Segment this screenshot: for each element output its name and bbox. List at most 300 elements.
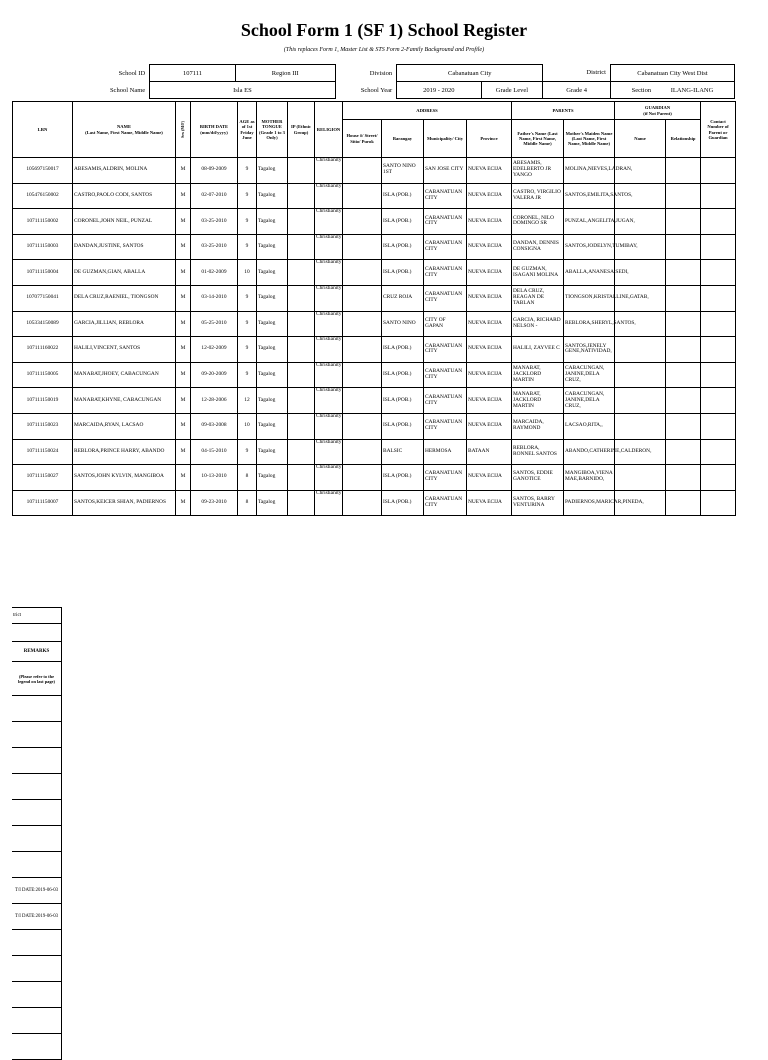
student-mother-tongue: Tagalog bbox=[257, 183, 288, 209]
student-relationship bbox=[666, 362, 701, 388]
student-name: CASTRO,PAOLO CODI, SANTOS bbox=[73, 183, 176, 209]
student-ip bbox=[288, 362, 315, 388]
remarks-cell bbox=[12, 852, 62, 878]
student-ip bbox=[288, 183, 315, 209]
student-ip bbox=[288, 311, 315, 337]
student-house bbox=[343, 285, 382, 311]
student-mother: SANTOS,JODELYN,TUMIBAY, bbox=[564, 234, 615, 260]
grade-level-block bbox=[481, 82, 543, 99]
student-birth-date: 09-23-2010 bbox=[191, 490, 238, 516]
student-relationship bbox=[666, 183, 701, 209]
student-lrn: 107111150004 bbox=[13, 260, 73, 286]
student-ip bbox=[288, 209, 315, 235]
student-father: DANDAN, DENNIS CONSIGNA bbox=[512, 234, 564, 260]
student-barangay: ISLA (POB.) bbox=[382, 490, 424, 516]
remarks-cell bbox=[12, 696, 62, 722]
student-age: 9 bbox=[238, 234, 257, 260]
student-contact bbox=[701, 285, 736, 311]
student-province: NUEVA ECIJA bbox=[467, 465, 512, 491]
col-guardian-sub: (if Not Parent) bbox=[643, 110, 672, 116]
student-contact bbox=[701, 337, 736, 363]
register-rows bbox=[13, 158, 736, 516]
student-age: 9 bbox=[238, 337, 257, 363]
student-house bbox=[343, 260, 382, 286]
student-contact bbox=[701, 465, 736, 491]
student-mother: LACSAO,RITA,, bbox=[564, 413, 615, 439]
student-relationship bbox=[666, 234, 701, 260]
student-mother: PADIERNOS,MARICAR,PINEDA, bbox=[564, 490, 615, 516]
student-municipality: CABANATUAN CITY bbox=[424, 413, 467, 439]
student-birth-date: 03-25-2010 bbox=[191, 209, 238, 235]
student-ip bbox=[288, 158, 315, 184]
student-house bbox=[343, 388, 382, 414]
student-contact bbox=[701, 234, 736, 260]
remarks-cell bbox=[12, 982, 62, 1008]
student-mother-tongue: Tagalog bbox=[257, 158, 288, 184]
remarks-ti-date-2: T/I DATE:2019-06-03 bbox=[12, 904, 62, 930]
school-name-label: School Name bbox=[109, 86, 146, 94]
remarks-cell bbox=[12, 826, 62, 852]
student-barangay: ISLA (POB.) bbox=[382, 413, 424, 439]
col-father: Father's Name (Last Name, First Name, Middle Name) bbox=[512, 120, 564, 158]
student-sex: M bbox=[176, 209, 191, 235]
student-name: MANABAT,KHYNE, CABACUNGAN bbox=[73, 388, 176, 414]
student-father: MANABAT, JACKLORD MARTIN bbox=[512, 362, 564, 388]
student-municipality: CABANATUAN CITY bbox=[424, 490, 467, 516]
student-barangay: ISLA (POB.) bbox=[382, 465, 424, 491]
student-father: DE GUZMAN, ISAGANI MOLINA bbox=[512, 260, 564, 286]
school-id-label: School ID bbox=[118, 69, 146, 77]
student-religion: Christianity bbox=[315, 465, 343, 491]
student-religion: Christianity bbox=[315, 490, 343, 516]
student-barangay: CRUZ ROJA bbox=[382, 285, 424, 311]
student-province: BATAAN bbox=[467, 439, 512, 465]
student-municipality: CABANATUAN CITY bbox=[424, 388, 467, 414]
col-municipality: Municipality/ City bbox=[424, 120, 467, 158]
student-age: 9 bbox=[238, 183, 257, 209]
student-barangay: ISLA (POB.) bbox=[382, 209, 424, 235]
student-name: DANDAN,JUSTINE, SANTOS bbox=[73, 234, 176, 260]
student-sex: M bbox=[176, 490, 191, 516]
col-mother: Mother's Maiden Name (Last Name, First Name, Middle Name) bbox=[564, 120, 615, 158]
student-name: GARCIA,JILLIAN, REBLORA bbox=[73, 311, 176, 337]
student-birth-date: 03-25-2010 bbox=[191, 234, 238, 260]
student-ip bbox=[288, 490, 315, 516]
student-barangay: ISLA (POB.) bbox=[382, 183, 424, 209]
col-religion: RELIGION bbox=[315, 102, 343, 158]
student-province: NUEVA ECIJA bbox=[467, 285, 512, 311]
student-mother: MOLINA,NIEVES,LADRAN, bbox=[564, 158, 615, 184]
student-municipality: CABANATUAN CITY bbox=[424, 362, 467, 388]
student-birth-date: 05-25-2010 bbox=[191, 311, 238, 337]
student-barangay: ISLA (POB.) bbox=[382, 260, 424, 286]
student-lrn: 107111150007 bbox=[13, 490, 73, 516]
student-religion: Christianity bbox=[315, 388, 343, 414]
student-province: NUEVA ECIJA bbox=[467, 158, 512, 184]
table-row bbox=[13, 490, 736, 516]
table-row bbox=[13, 234, 736, 260]
student-municipality: CABANATUAN CITY bbox=[424, 183, 467, 209]
student-barangay: BALSIC bbox=[382, 439, 424, 465]
student-ip bbox=[288, 439, 315, 465]
student-sex: M bbox=[176, 337, 191, 363]
remarks-note: (Please refer to the legend on last page) bbox=[12, 662, 62, 696]
student-relationship bbox=[666, 285, 701, 311]
student-contact bbox=[701, 209, 736, 235]
student-father: MARCAIDA, RAYMOND bbox=[512, 413, 564, 439]
student-barangay: ISLA (POB.) bbox=[382, 234, 424, 260]
student-religion: Christianity bbox=[315, 337, 343, 363]
table-row bbox=[13, 209, 736, 235]
student-barangay: SANTO NINO bbox=[382, 311, 424, 337]
student-contact bbox=[701, 260, 736, 286]
table-row bbox=[13, 362, 736, 388]
student-lrn: 107111150024 bbox=[13, 439, 73, 465]
student-municipality: HERMOSA bbox=[424, 439, 467, 465]
student-birth-date: 08-09-2009 bbox=[191, 158, 238, 184]
student-name: DELA CRUZ,RAENIEL, TIONGSON bbox=[73, 285, 176, 311]
remarks-cell bbox=[12, 722, 62, 748]
student-relationship bbox=[666, 311, 701, 337]
student-lrn: 107111150027 bbox=[13, 465, 73, 491]
student-religion: Christianity bbox=[315, 234, 343, 260]
student-religion: Christianity bbox=[315, 260, 343, 286]
student-birth-date: 03-14-2010 bbox=[191, 285, 238, 311]
student-sex: M bbox=[176, 362, 191, 388]
student-father: HALILI, ZAYVEE C bbox=[512, 337, 564, 363]
student-barangay: ISLA (POB.) bbox=[382, 362, 424, 388]
student-relationship bbox=[666, 388, 701, 414]
student-birth-date: 01-02-2009 bbox=[191, 260, 238, 286]
student-municipality: CABANATUAN CITY bbox=[424, 209, 467, 235]
student-father: GARCIA, RICHARD NELSON - bbox=[512, 311, 564, 337]
col-address: ADDRESS bbox=[343, 102, 512, 120]
student-mother: PUNZAL,ANGELITA,JUGAN, bbox=[564, 209, 615, 235]
student-house bbox=[343, 413, 382, 439]
student-birth-date: 09-03-2008 bbox=[191, 413, 238, 439]
school-year-label: School Year bbox=[360, 86, 393, 94]
col-province: Province bbox=[467, 120, 512, 158]
student-mother-tongue: Tagalog bbox=[257, 337, 288, 363]
student-relationship bbox=[666, 439, 701, 465]
student-father: REBLORA, RONNEL SANTOS bbox=[512, 439, 564, 465]
student-sex: M bbox=[176, 439, 191, 465]
remarks-cell bbox=[12, 1008, 62, 1034]
student-guardian-name bbox=[615, 413, 666, 439]
col-birth-date bbox=[191, 102, 238, 158]
student-father: CASTRO, VIRGILIO VALERA JR bbox=[512, 183, 564, 209]
grade-level-value: Grade 4 bbox=[543, 82, 611, 99]
student-mother: SANTOS,EMILITA,SANTOS, bbox=[564, 183, 615, 209]
student-religion: Christianity bbox=[315, 413, 343, 439]
remarks-header: REMARKS bbox=[12, 642, 62, 662]
section-label: Section bbox=[631, 86, 652, 94]
student-lrn: 105697150017 bbox=[13, 158, 73, 184]
section-value: ILANG-ILANG bbox=[670, 86, 714, 94]
student-lrn: 107111150023 bbox=[13, 413, 73, 439]
col-guardian-title: GUARDIAN bbox=[644, 105, 671, 111]
col-name-sub: (Last Name, First Name, Middle Name) bbox=[85, 129, 163, 135]
student-guardian-name bbox=[615, 337, 666, 363]
school-name-value: Isla ES bbox=[150, 82, 336, 99]
table-row bbox=[13, 260, 736, 286]
student-guardian-name bbox=[615, 388, 666, 414]
col-parents: PARENTS bbox=[512, 102, 615, 120]
student-sex: M bbox=[176, 158, 191, 184]
remarks-cell bbox=[12, 748, 62, 774]
side-blank-1 bbox=[12, 624, 62, 642]
school-id-value: 107111 bbox=[150, 65, 236, 82]
student-province: NUEVA ECIJA bbox=[467, 490, 512, 516]
student-municipality: CITY OF GAPAN bbox=[424, 311, 467, 337]
table-row bbox=[13, 183, 736, 209]
student-house bbox=[343, 209, 382, 235]
student-name: ABESAMIS,ALDRIN, MOLINA bbox=[73, 158, 176, 184]
student-municipality: CABANATUAN CITY bbox=[424, 465, 467, 491]
student-contact bbox=[701, 490, 736, 516]
student-name: SANTOS,KEICER SHIAN, PADIERNOS bbox=[73, 490, 176, 516]
student-municipality: CABANATUAN CITY bbox=[424, 260, 467, 286]
student-contact bbox=[701, 158, 736, 184]
student-religion: Christianity bbox=[315, 183, 343, 209]
col-barangay: Barangay bbox=[382, 120, 424, 158]
student-religion: Christianity bbox=[315, 209, 343, 235]
student-province: NUEVA ECIJA bbox=[467, 183, 512, 209]
student-name: CORONEL,JOHN NEIL, PUNZAL bbox=[73, 209, 176, 235]
register-table bbox=[12, 101, 736, 516]
student-lrn: 107111150002 bbox=[13, 209, 73, 235]
student-contact bbox=[701, 413, 736, 439]
student-mother-tongue: Tagalog bbox=[257, 260, 288, 286]
student-relationship bbox=[666, 209, 701, 235]
student-father: MANABAT, JACKLORD MARTIN bbox=[512, 388, 564, 414]
student-mother-tongue: Tagalog bbox=[257, 362, 288, 388]
student-mother: REBLORA,SHERYL,SANTOS, bbox=[564, 311, 615, 337]
student-ip bbox=[288, 337, 315, 363]
student-province: NUEVA ECIJA bbox=[467, 337, 512, 363]
side-panel bbox=[12, 607, 62, 1060]
student-birth-date: 10-13-2010 bbox=[191, 465, 238, 491]
student-age: 8 bbox=[238, 465, 257, 491]
student-father: SANTOS, EDDIE GANOTICE bbox=[512, 465, 564, 491]
school-year-value: 2019 - 2020 bbox=[397, 82, 481, 99]
student-name: MARCAIDA,RYAN, LACSAO bbox=[73, 413, 176, 439]
student-house bbox=[343, 337, 382, 363]
student-house bbox=[343, 311, 382, 337]
student-sex: M bbox=[176, 465, 191, 491]
student-birth-date: 02-07-2010 bbox=[191, 183, 238, 209]
district-value: Cabanatuan City West Dist bbox=[610, 65, 734, 82]
table-row bbox=[13, 413, 736, 439]
school-info-table bbox=[12, 64, 735, 99]
student-house bbox=[343, 158, 382, 184]
student-lrn: 107111150005 bbox=[13, 362, 73, 388]
student-contact bbox=[701, 311, 736, 337]
student-father: CORONEL, NILO DOMINGO SR bbox=[512, 209, 564, 235]
student-municipality: CABANATUAN CITY bbox=[424, 337, 467, 363]
student-mother-tongue: Tagalog bbox=[257, 490, 288, 516]
form-title: School Form 1 (SF 1) School Register bbox=[240, 20, 528, 40]
student-birth-date: 12-28-2006 bbox=[191, 388, 238, 414]
student-religion: Christianity bbox=[315, 362, 343, 388]
student-lrn: 107077150041 bbox=[13, 285, 73, 311]
student-contact bbox=[701, 439, 736, 465]
student-father: DELA CRUZ, REAGAN DE TABLAN bbox=[512, 285, 564, 311]
table-row bbox=[13, 311, 736, 337]
student-religion: Christianity bbox=[315, 285, 343, 311]
student-province: NUEVA ECIJA bbox=[467, 260, 512, 286]
student-religion: Christianity bbox=[315, 158, 343, 184]
student-province: NUEVA ECIJA bbox=[467, 388, 512, 414]
student-sex: M bbox=[176, 285, 191, 311]
student-ip bbox=[288, 260, 315, 286]
student-age: 12 bbox=[238, 388, 257, 414]
student-province: NUEVA ECIJA bbox=[467, 311, 512, 337]
student-father: ABESAMIS, EDELBERTO JR YANGO bbox=[512, 158, 564, 184]
table-row bbox=[13, 337, 736, 363]
col-birth-date-title: BIRTH DATE bbox=[199, 124, 229, 130]
student-religion: Christianity bbox=[315, 311, 343, 337]
student-municipality: CABANATUAN CITY bbox=[424, 234, 467, 260]
col-contact: Contact Number of Parent or Guardian bbox=[701, 102, 736, 158]
student-age: 9 bbox=[238, 439, 257, 465]
student-contact bbox=[701, 362, 736, 388]
student-barangay: ISLA (POB.) bbox=[382, 337, 424, 363]
student-ip bbox=[288, 413, 315, 439]
student-birth-date: 12-02-2009 bbox=[191, 337, 238, 363]
student-mother: MANGIBOA,VIENA MAE,BARNIDO, bbox=[564, 465, 615, 491]
student-mother: TIONGSON,KRISTALLINE,GATAB, bbox=[564, 285, 615, 311]
remarks-cell bbox=[12, 956, 62, 982]
table-row bbox=[13, 465, 736, 491]
student-mother: CABACUNGAN, JANINE,DELA CRUZ, bbox=[564, 388, 615, 414]
student-age: 9 bbox=[238, 285, 257, 311]
student-sex: M bbox=[176, 413, 191, 439]
student-lrn: 107111150019 bbox=[13, 388, 73, 414]
col-house: House #/ Street/ Sitio/ Purok bbox=[343, 120, 382, 158]
division-label: Division bbox=[369, 69, 393, 77]
student-mother-tongue: Tagalog bbox=[257, 311, 288, 337]
student-lrn: 107111150003 bbox=[13, 234, 73, 260]
student-guardian-name bbox=[615, 465, 666, 491]
col-birth-date-sub: (mm/dd/yyyy) bbox=[200, 129, 228, 135]
remarks-ti-date-1: T/I DATE:2019-06-03 bbox=[12, 878, 62, 904]
student-relationship bbox=[666, 158, 701, 184]
student-relationship bbox=[666, 260, 701, 286]
remarks-cell bbox=[12, 1034, 62, 1060]
student-sex: M bbox=[176, 311, 191, 337]
student-sex: M bbox=[176, 183, 191, 209]
form-subtitle: (This replaces Form 1, Master List & STS Form 2-Family Background and Profile) bbox=[283, 47, 485, 53]
student-house bbox=[343, 465, 382, 491]
student-province: NUEVA ECIJA bbox=[467, 234, 512, 260]
student-name: REBLORA,PRINCE HARRY, ABANDO bbox=[73, 439, 176, 465]
region-value: Region III bbox=[235, 65, 335, 82]
remarks-cell bbox=[12, 930, 62, 956]
student-contact bbox=[701, 388, 736, 414]
student-sex: M bbox=[176, 260, 191, 286]
student-sex: M bbox=[176, 234, 191, 260]
student-relationship bbox=[666, 337, 701, 363]
student-mother: ABANDO,CATHERINE,CALDERON, bbox=[564, 439, 615, 465]
col-guardian-name: Name bbox=[615, 120, 666, 158]
student-house bbox=[343, 490, 382, 516]
col-ip: IP (Ethnic Group) bbox=[288, 102, 315, 158]
student-lrn: 105476150002 bbox=[13, 183, 73, 209]
student-barangay: ISLA (POB.) bbox=[382, 388, 424, 414]
section-block bbox=[610, 82, 734, 99]
student-relationship bbox=[666, 490, 701, 516]
student-ip bbox=[288, 465, 315, 491]
student-mother-tongue: Tagalog bbox=[257, 413, 288, 439]
student-house bbox=[343, 183, 382, 209]
student-contact bbox=[701, 183, 736, 209]
student-lrn: 107111160022 bbox=[13, 337, 73, 363]
student-name: DE GUZMAN,GIAN, ABALLA bbox=[73, 260, 176, 286]
student-ip bbox=[288, 234, 315, 260]
division-value: Cabanatuan City bbox=[397, 65, 543, 82]
col-mother-tongue: MOTHER TONGUE (Grade 1 to 3 Only) bbox=[257, 102, 288, 158]
student-mother-tongue: Tagalog bbox=[257, 439, 288, 465]
student-name: HALILI,VINCENT, SANTOS bbox=[73, 337, 176, 363]
student-mother-tongue: Tagalog bbox=[257, 234, 288, 260]
student-age: 9 bbox=[238, 311, 257, 337]
student-relationship bbox=[666, 413, 701, 439]
col-relationship: Relationship bbox=[666, 120, 701, 158]
student-name: SANTOS,JOHN KYLVIN, MANGIBOA bbox=[73, 465, 176, 491]
remarks-cell bbox=[12, 774, 62, 800]
col-name bbox=[73, 102, 176, 158]
student-mother-tongue: Tagalog bbox=[257, 285, 288, 311]
student-ip bbox=[288, 388, 315, 414]
col-age: AGE as of 1st Friday June bbox=[238, 102, 257, 158]
col-lrn: LRN bbox=[13, 102, 73, 158]
student-ip bbox=[288, 285, 315, 311]
student-mother-tongue: Tagalog bbox=[257, 388, 288, 414]
student-birth-date: 09-20-2009 bbox=[191, 362, 238, 388]
student-age: 9 bbox=[238, 209, 257, 235]
district-label: District bbox=[586, 69, 606, 77]
student-age: 9 bbox=[238, 158, 257, 184]
student-mother-tongue: Tagalog bbox=[257, 465, 288, 491]
student-barangay: SANTO NINO 1ST bbox=[382, 158, 424, 184]
table-row bbox=[13, 158, 736, 184]
student-lrn: 105334150089 bbox=[13, 311, 73, 337]
student-birth-date: 04-15-2010 bbox=[191, 439, 238, 465]
table-row bbox=[13, 439, 736, 465]
student-father: SANTOS, BARRY VENTURINA bbox=[512, 490, 564, 516]
student-relationship bbox=[666, 465, 701, 491]
col-name-title: NAME bbox=[116, 124, 132, 130]
student-municipality: CABANATUAN CITY bbox=[424, 285, 467, 311]
student-age: 8 bbox=[238, 490, 257, 516]
student-mother: SANTOS,JENELY GENE,NATIVIDAD, bbox=[564, 337, 615, 363]
student-house bbox=[343, 234, 382, 260]
student-municipality: SAN JOSE CITY bbox=[424, 158, 467, 184]
student-religion: Christianity bbox=[315, 439, 343, 465]
student-house bbox=[343, 362, 382, 388]
student-age: 10 bbox=[238, 413, 257, 439]
col-guardian bbox=[615, 102, 701, 120]
col-sex: Sex (M/F) bbox=[176, 102, 191, 158]
student-age: 9 bbox=[238, 362, 257, 388]
student-age: 10 bbox=[238, 260, 257, 286]
student-province: NUEVA ECIJA bbox=[467, 209, 512, 235]
table-row bbox=[13, 285, 736, 311]
student-sex: M bbox=[176, 388, 191, 414]
side-district-fragment: trict bbox=[12, 608, 62, 624]
student-province: NUEVA ECIJA bbox=[467, 362, 512, 388]
